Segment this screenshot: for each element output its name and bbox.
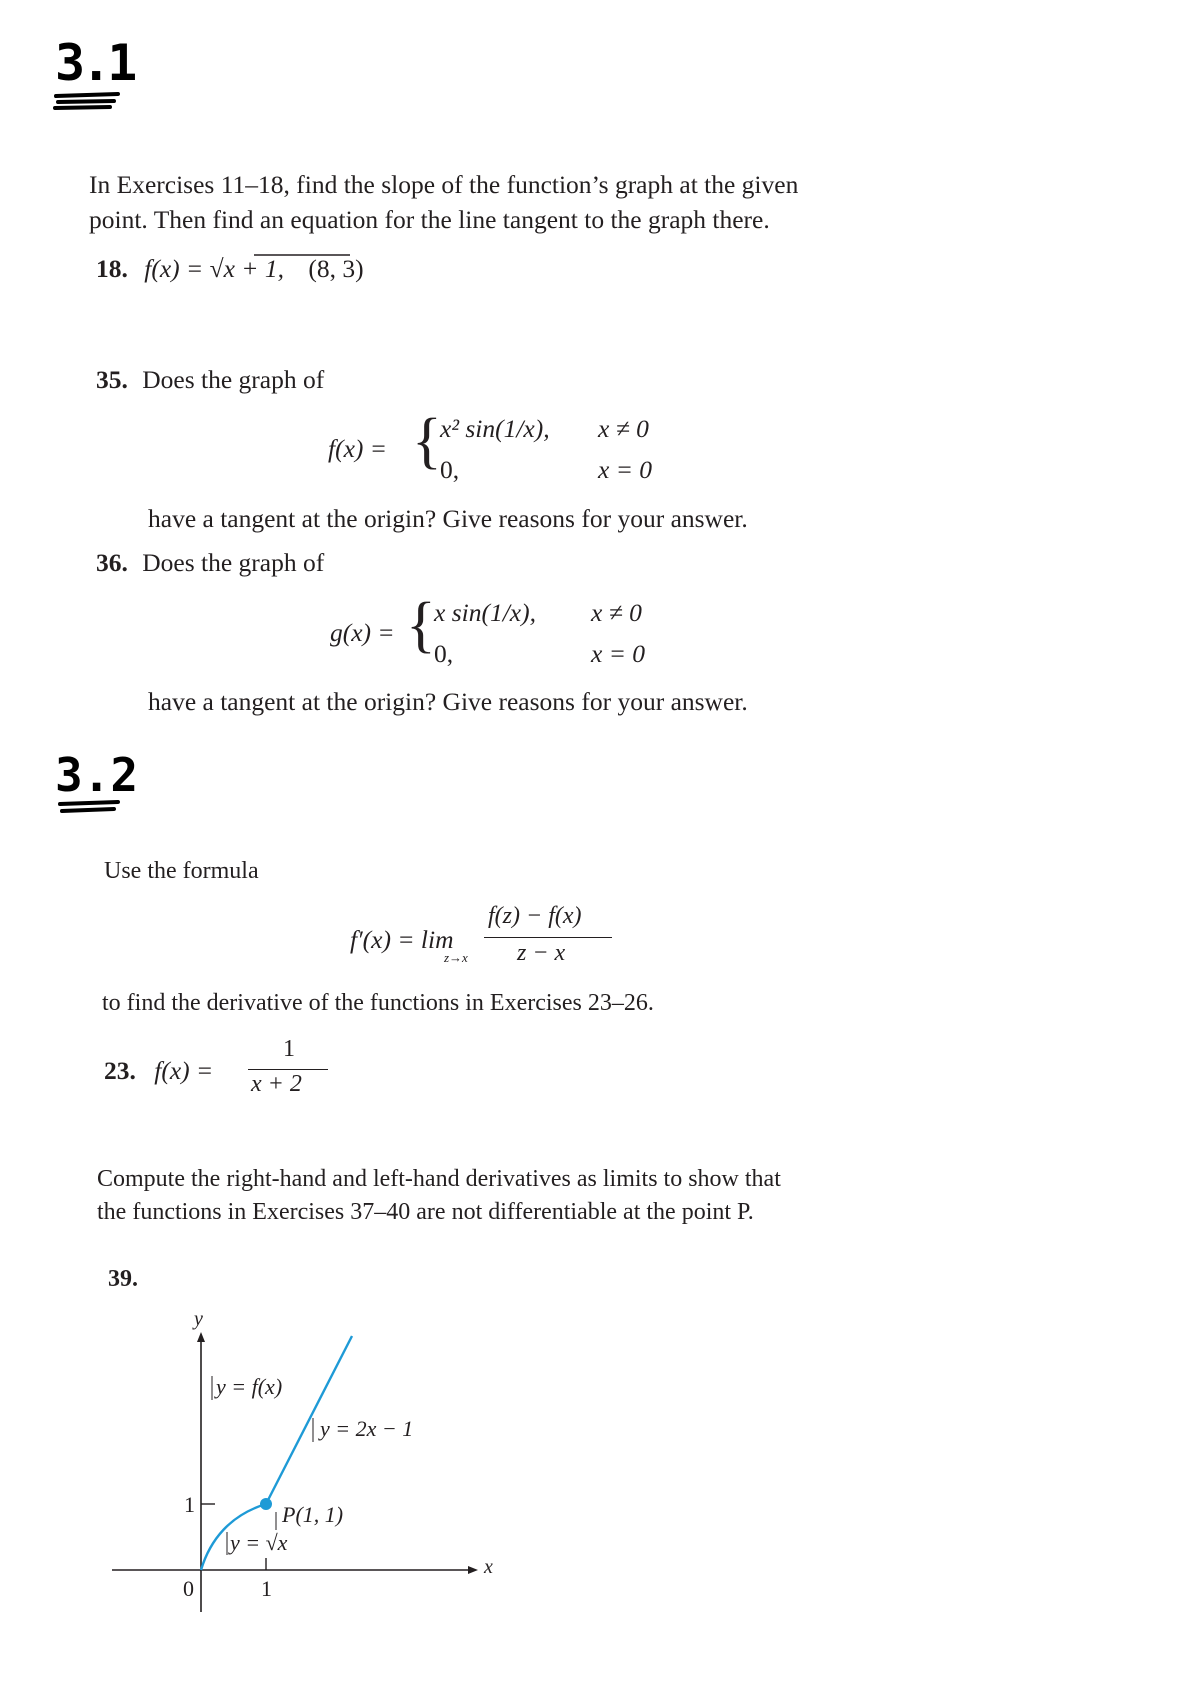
find-derivative-text: to find the derivative of the functions in Exercises 23–26. xyxy=(102,990,654,1016)
compute-text-line2: the functions in Exercises 37–40 are not differentiable at the point P. xyxy=(97,1199,754,1225)
fraction-denominator: x + 2 xyxy=(251,1071,302,1097)
compute-text-line1: Compute the right-hand and left-hand derivatives as limits to show that xyxy=(97,1166,781,1192)
formula-lhs: f′(x) = lim xyxy=(350,925,454,954)
exercise-23 xyxy=(104,1056,213,1086)
heading-underline-3-2 xyxy=(56,798,126,818)
y-axis-arrow xyxy=(197,1332,205,1342)
exercise-prompt: Does the graph of xyxy=(142,365,325,394)
section-heading-3-2: 3.2 xyxy=(55,748,139,802)
use-formula-text: Use the formula xyxy=(104,858,259,884)
instructions-11-18-line1: In Exercises 11–18, find the slope of the function’s graph at the given xyxy=(89,170,799,199)
piecewise-cond-1: x ≠ 0 xyxy=(591,598,642,627)
function-expression: f(x) = √x + 1, xyxy=(144,254,284,283)
fraction-numerator: 1 xyxy=(283,1036,295,1062)
exercise-number: 35. xyxy=(96,365,128,394)
piecewise-cond-2: x = 0 xyxy=(591,639,646,668)
function-lhs: f(x) = xyxy=(154,1056,214,1085)
piecewise-cond-1: x ≠ 0 xyxy=(598,414,649,443)
exercise-36-question: have a tangent at the origin? Give reasons for your answer. xyxy=(148,687,748,716)
piecewise-case-1: x² sin(1/x), xyxy=(440,414,550,443)
given-point: (8, 3) xyxy=(308,254,364,283)
radical-overline xyxy=(254,254,354,258)
piecewise-case-1: x sin(1/x), xyxy=(434,598,536,627)
exercise-36 xyxy=(96,548,324,578)
exercise-number: 23. xyxy=(104,1056,136,1085)
exercise-number: 36. xyxy=(96,548,128,577)
instructions-11-18-line2: point. Then find an equation for the line tangent to the graph there. xyxy=(89,205,770,234)
section-heading-3-1: 3.1 xyxy=(55,34,134,92)
yf-label: y = f(x) xyxy=(216,1374,283,1399)
heading-underline-3-1 xyxy=(52,90,122,114)
y-tick-label: 1 xyxy=(184,1492,195,1517)
exercise-39-graph xyxy=(100,1300,500,1620)
piecewise-cond-2: x = 0 xyxy=(598,455,653,484)
exercise-35-question: have a tangent at the origin? Give reasons for your answer. xyxy=(148,504,748,533)
x-axis-arrow xyxy=(468,1566,478,1574)
origin-label: 0 xyxy=(183,1576,194,1601)
exercise-39-number: 39. xyxy=(108,1266,138,1292)
piecewise-lhs: f(x) = xyxy=(328,434,387,463)
exercise-prompt: Does the graph of xyxy=(142,548,325,577)
x-tick-label: 1 xyxy=(261,1576,272,1601)
exercise-18 xyxy=(96,254,364,284)
sqrt-label: y = √x xyxy=(230,1530,288,1555)
formula-limit-subscript: z→x xyxy=(444,950,468,965)
x-axis-label: x xyxy=(484,1556,493,1578)
formula-numerator: f(z) − f(x) xyxy=(488,903,582,929)
exercise-number: 18. xyxy=(96,254,128,283)
exercise-35 xyxy=(96,365,324,395)
formula-denominator: z − x xyxy=(517,940,566,966)
linear-label: y = 2x − 1 xyxy=(320,1416,414,1441)
formula-fraction-bar xyxy=(484,937,612,938)
piecewise-brace: { xyxy=(406,591,436,659)
piecewise-lhs: g(x) = xyxy=(330,618,395,647)
point-p xyxy=(260,1498,272,1510)
piecewise-case-2: 0, xyxy=(440,455,460,484)
piecewise-brace: { xyxy=(412,407,442,475)
y-axis-label: y xyxy=(194,1308,203,1330)
point-label: P(1, 1) xyxy=(282,1502,344,1527)
piecewise-case-2: 0, xyxy=(434,639,454,668)
